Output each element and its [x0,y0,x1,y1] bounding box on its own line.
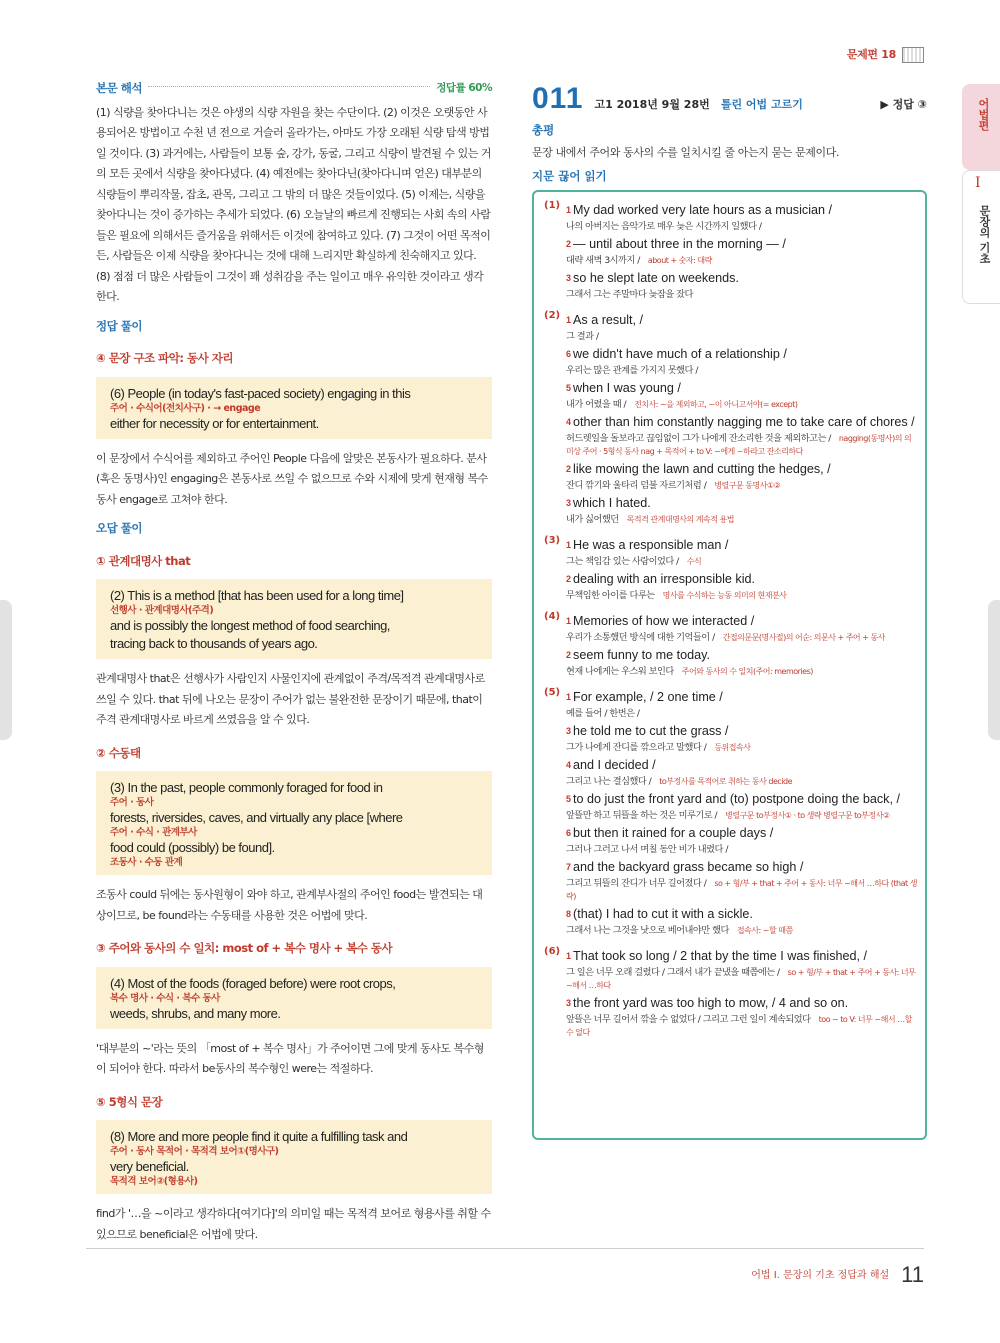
chunk-number: 3 [566,273,572,283]
right-column [532,82,927,1140]
chunk-number: 4 [566,760,572,770]
english-chunk [566,346,917,362]
tab-label: 어법편 [977,98,990,131]
point-2-title: ② 수동태 [96,745,141,760]
body-translation-header [96,78,492,99]
chunk-text: As a result, / [573,313,644,327]
example-line: (3) In the past, people commonly foraged for food in [110,780,383,795]
korean-translation [566,741,917,754]
korean-translation [566,555,917,568]
english-chunk [566,380,917,396]
chunk-text: which I hated. [573,496,651,510]
translation-text: 예를 들어 / 한번은 / [566,708,640,719]
example-line: food could (possibly) be found]. [110,840,275,855]
chunk-number: 1 [566,205,572,215]
grammar-annotation: 주어 · 동사 [110,797,154,808]
chunk-text: seem funny to me today. [573,648,710,662]
answer-label: ▶ 정답 ③ [880,98,927,111]
chunk-text: he told me to cut the grass / [573,724,729,738]
translation-text: 그래서 그는 주말마다 늦잠을 잤다 [566,289,693,300]
book-icon [902,47,924,63]
korean-translation [566,398,917,411]
english-chunk [566,236,917,252]
korean-translation [566,631,917,644]
korean-translation [566,364,917,377]
korean-translation [566,924,917,937]
page-number: 11 [901,1262,924,1287]
grammar-note: 목적격 관계대명사의 계속적 용법 [626,515,734,524]
translation-text: 그리고 나는 결심했다 / [566,776,652,787]
point-3-title: ③ 주어와 동사의 수 일치: most of + 복수 명사 + 복수 동사 [96,941,393,955]
translation-text: 우리는 많은 관계를 가지지 못했다 / [566,365,698,376]
grammar-note: so + 형/부 + that + 주어 + 동사: 너무 ~해서 …하다 [566,968,916,990]
translation-text: 앞뜰만 하고 뒤뜰을 하는 것은 미루기로 / [566,810,718,821]
grammar-note: 접속사: ~할 때쯤 [736,926,793,935]
grammar-note: 전치사: ~을 제외하고, ~이 아니고서야(= except) [634,400,798,409]
english-chunk [566,647,917,663]
chunk-number: 3 [566,998,572,1008]
example-box-2 [96,579,492,659]
grammar-annotation: 주어 · 수식 · 관계부사 [110,827,197,838]
translation-text: 그러나 그러고 나서 며칠 동안 비가 내렸다 / [566,844,728,855]
chunk-number: 1 [566,692,572,702]
point-2-explanation: 조동사 could 뒤에는 동사원형이 와야 하고, 관계부사절의 주어인 food는 발견되는 대상이므로, be found라는 수동태를 사용한 것은 어법에 맞다. [96,888,483,922]
chunk-number: 7 [566,862,572,872]
chunk-text: we didn't have much of a relationship / [573,347,787,361]
korean-translation [566,479,917,492]
example-line: (4) Most of the foods (foraged before) were root crops, [110,975,396,991]
english-chunk [566,495,917,511]
english-chunk [566,825,917,841]
footer-text: 어법 I. 문장의 기초 정답과 해설 [751,1270,890,1281]
korean-translation [566,220,917,233]
chunk-text: Memories of how we interacted / [573,614,755,628]
grammar-note: about + 숫자: 대략 [647,256,712,265]
english-chunk [566,791,917,807]
chunk-number: 5 [566,794,572,804]
translation-text: (1) 식량을 찾아다니는 것은 야생의 식량 자원을 찾는 수단이다. (2) 이것은 오랫동안 사용되어온 방법이고 수천 년 전으로 거슬러 올라가는, 아마도 가장 오래된 식량 탐색 방법일 것이다. (3) 과거에는, 사람들이 보통 숲, 강가, 동굴, 그리고 식량이 발견될 수 있는 거의 모든 곳에서 식량을 찾아다녔다. (4) 예전에는 찾아다닌(찾아다니며 얻은) 대부분의 식량들이 뿌리작물, 잡초, 관목, 그리고 그 밖의 더 많은 것들이었다. (5) 이제는, 식량을 찾아다니는 것이 증가하는 추세가 되었다. (6) 오늘날의 빠르게 진행되는 사회 속의 사람들은 필요에 의해서든 즐거움을 위해서든 이것에 참여하고 있다. (7) 그것이 어떤 목적이든, 사람들은 이제 식량을 찾아다니는 것에 대해 느리지만 확실하게 친숙해지고 있다. (8) 점점 더 많은 사람들이 그것이 꽤 성취감을 주는 일이고 매우 유익한 것이라고 생각한다. [96,105,492,303]
chunk-text: but then it rained for a couple days / [573,826,774,840]
chunk-number: 2 [566,464,572,474]
korean-translation [566,665,917,678]
english-chunk [566,537,917,553]
tab-roman-numeral: I [975,175,981,191]
reading-group [544,535,917,605]
grammar-note: 병렬구문 동명사①② [714,481,781,490]
prev-page-handle[interactable] [0,600,12,740]
grammar-annotation: 선행사 · 관계대명사(주격) [110,605,214,616]
english-chunk [566,461,917,477]
chunk-text: other than him constantly nagging me to take care of chores / [573,415,915,429]
korean-translation [566,1013,917,1039]
grammar-annotation: 주어 · 동사 목적어 · 목적격 보어①(명사구) [110,1146,279,1157]
translation-text: 허드렛일을 돌보라고 끊임없이 그가 나에게 잔소리한 것을 제외하고는 / [566,433,831,444]
group-number: (1) [544,200,561,211]
chunk-text: to do just the front yard and (to) postpone doing the back, / [573,792,900,806]
example-box-8 [96,1120,492,1194]
example-line: either for necessity or for entertainment. [110,415,319,431]
english-chunk [566,995,917,1011]
correct-rate: 정답률 60% [436,82,492,94]
example-line: (6) People (in today's fast-paced society) engaging in this [110,385,411,401]
grammar-note: 명사를 수식하는 능동 의미의 현재분사 [662,591,787,600]
chunk-number: 5 [566,383,572,393]
english-chunk [566,571,917,587]
example-line: very beneficial. [110,1159,189,1174]
question-source: 고1 2018년 9월 28번 [594,98,710,111]
english-chunk [566,414,917,430]
point-1-explanation: 관계대명사 that은 선행사가 사람인지 사물인지에 관계없이 주격/목적격 관계대명사로 쓰일 수 있다. that 뒤에 나오는 문장이 주어가 없는 불완전한 문장이기 때문에, that이 주격 관계대명사로 바르게 쓰였음을 알 수 있다. [96,672,485,726]
grammar-annotation: 주어 · 수식어(전치사구) · → engage [110,402,261,414]
grammar-annotation: 복수 명사 · 수식 · 복수 동사 [110,992,220,1004]
chunk-number: 4 [566,417,572,427]
korean-translation [566,809,917,822]
review-text: 문장 내에서 주어와 동사의 수를 일치시킬 줄 아는지 묻는 문제이다. [532,146,840,159]
translation-text: 나의 아버지는 음악가로 매우 늦은 시간까지 일했다 / [566,221,762,232]
korean-translation [566,966,917,992]
point-5-title: ⑤ 5형식 문장 [96,1094,163,1109]
korean-translation [566,589,917,602]
english-chunk [566,859,917,875]
grammar-annotation: 조동사 · 수동 관계 [110,857,183,868]
example-box-4 [96,967,492,1029]
english-chunk [566,312,917,328]
reading-group [544,200,917,304]
english-chunk [566,202,917,218]
solution-header: 정답 풀이 [96,318,142,333]
translation-text: 잔디 깎기와 울타리 덤불 자르기처럼 / [566,480,707,491]
example-line: weeds, shrubs, and many more. [110,1005,281,1021]
group-number: (5) [544,687,561,698]
translation-text: 내가 어렸을 때 / [566,399,627,410]
review-header: 총평 [532,123,555,137]
grammar-annotation: 목적격 보어②(형용사) [110,1176,198,1187]
english-chunk [566,613,917,629]
korean-translation [566,843,917,856]
english-chunk [566,906,917,922]
chunk-text: He was a responsible man / [573,538,729,552]
reading-group [544,611,917,681]
grammar-note: nagging(동명사)의 의미상 주어 · 5형식 동사 nag + 목적어 + to V: ~에게 ~하라고 잔소리하다 [566,434,912,456]
point-4-explanation: 이 문장에서 수식어를 제외하고 주어인 People 다음에 알맞은 본동사가 필요하다. 분사(혹은 동명사)인 engaging은 본동사로 쓰일 수 없으므로 수와 시제에 맞게 현재형 복수 동사 engage로 고쳐야 한다. [96,451,488,506]
translation-text: 그 일은 너무 오래 걸렸다 / 그래서 내가 끝냈을 때쯤에는 / [566,967,780,978]
example-box-6 [96,377,492,439]
left-column [96,78,492,1249]
translation-text: 그가 나에게 잔디를 깎으라고 말했다 / [566,742,707,753]
translation-text: 우리가 소통했던 방식에 대한 기억들이 / [566,632,715,643]
reading-group [544,687,917,940]
chunk-number: 1 [566,315,572,325]
korean-translation [566,288,917,301]
korean-translation [566,707,917,720]
question-header [532,82,927,116]
tab-grammar[interactable] [962,84,1000,170]
group-number: (4) [544,611,561,622]
chunk-text: — until about three in the morning — / [573,237,786,251]
chunk-text: and I decided / [573,758,656,772]
english-chunk [566,270,917,286]
example-box-3 [96,771,492,875]
english-chunk [566,723,917,739]
grammar-note: 간접의문문(명사절)의 어순: 의문사 + 주어 + 동사 [722,633,885,642]
translation-text: 대략 새벽 3시까지 / [566,255,640,266]
grammar-note: 등위접속사 [714,743,751,752]
example-line: (2) This is a method [that has been used for a long time] [110,588,404,603]
reading-group [544,310,917,529]
point-3-explanation: '대부분의 ~'라는 뜻의 「most of + 복수 명사」가 주어이면 그에 맞게 동사도 복수형이 되어야 한다. 따라서 be동사의 복수형인 were는 적절하다. [96,1041,484,1075]
translation-text: 무책임한 아이를 다루는 [566,590,655,601]
tab-label: 문장의 기초 [978,205,991,264]
grammar-note: 주어와 동사의 수 일치(주어: memories) [681,667,813,676]
reading-header: 지문 끊어 읽기 [532,169,607,183]
example-line: (8) More and more people find it quite a fulfilling task and [110,1129,408,1144]
chunk-number: 2 [566,239,572,249]
english-chunk [566,757,917,773]
chunk-number: 3 [566,726,572,736]
korean-translation [566,877,917,903]
example-line: and is possibly the longest method of food searching, [110,618,390,633]
chunk-number: 3 [566,498,572,508]
chunk-number: 8 [566,909,572,919]
chunk-text: My dad worked very late hours as a musician / [573,203,832,217]
korean-translation [566,254,917,267]
footer-divider [86,1248,924,1249]
translation-text: 그리고 뒤뜰의 잔디가 너무 길어졌다 / [566,878,707,889]
group-number: (3) [544,535,561,546]
example-line: forests, riversides, caves, and virtually any place [where [110,810,403,825]
question-type: 틀린 어법 고르기 [720,98,803,111]
chunk-text: For example, / 2 one time / [573,690,723,704]
korean-translation [566,330,917,343]
english-chunk [566,689,917,705]
problem-reference: 문제편 18 [847,46,924,63]
point-5-explanation: find가 '…을 ~이라고 생각하다[여기다]'의 의미일 때는 목적격 보어로 형용사를 취할 수 있으므로 beneficial은 어법에 맞다. [96,1207,491,1241]
chunk-text: (that) I had to cut it with a sickle. [573,907,753,921]
chunk-number: 1 [566,951,572,961]
reading-group [544,946,917,1042]
example-line: tracing back to thousands of years ago. [110,636,318,651]
korean-translation [566,432,917,458]
point-1-title: ① 관계대명사 that [96,553,191,568]
grammar-note: to부정사를 목적어로 취하는 동사 decide [659,777,793,786]
grammar-note: so + 형/부 + that + 주어 + 동사: 너무 ~해서 …하다 (that 생략) [566,879,917,901]
english-chunk [566,948,917,964]
chunk-text: dealing with an irresponsible kid. [573,572,756,586]
translation-text: 내가 싫어했던 [566,514,619,525]
chunk-reading-box [532,190,927,1140]
chunk-number: 2 [566,574,572,584]
point-4-title: ④ 문장 구조 파악: 동사 자리 [96,351,233,365]
translation-text: 현재 나에게는 우스워 보인다 [566,666,674,677]
chunk-number: 6 [566,349,572,359]
translation-text: 앞뜰은 너무 길어서 깎을 수 없었다 / 그리고 그런 일이 계속되었다 [566,1014,811,1025]
chunk-text: when I was young / [573,381,681,395]
korean-translation [566,513,917,526]
tab-sentence-basics[interactable] [962,170,1000,304]
wrong-answer-header: 오답 풀이 [96,521,142,535]
translation-text: 그 결과 / [566,331,599,342]
footer [751,1262,924,1288]
grammar-note: too ~ to V: 너무 ~해서 …할 수 없다 [566,1015,912,1037]
chunk-text: the front yard was too high to mow, / 4 and so on. [573,996,849,1010]
chunk-number: 1 [566,540,572,550]
chunk-number: 1 [566,616,572,626]
translation-text: 그는 책임감 있는 사람이었다 / [566,556,679,567]
chunk-text: like mowing the lawn and cutting the hedges, / [573,462,831,476]
translation-text: 그래서 나는 그것을 낫으로 베어내야만 했다 [566,925,729,936]
chunk-text: and the backyard grass became so high / [573,860,804,874]
chunk-number: 2 [566,650,572,660]
grammar-note: 병렬구문 to부정사① · to 생략 병렬구문 to부정사② [725,811,890,820]
group-number: (2) [544,310,561,321]
chunk-text: so he slept late on weekends. [573,271,739,285]
next-page-handle[interactable] [988,600,1000,740]
chunk-text: That took so long / 2 that by the time I was finished, / [573,949,868,963]
question-number: 011 [532,82,584,115]
section-title: 본문 해석 [96,81,142,95]
grammar-note: 수식 [686,557,702,566]
group-number: (6) [544,946,561,957]
korean-translation [566,775,917,788]
chunk-number: 6 [566,828,572,838]
